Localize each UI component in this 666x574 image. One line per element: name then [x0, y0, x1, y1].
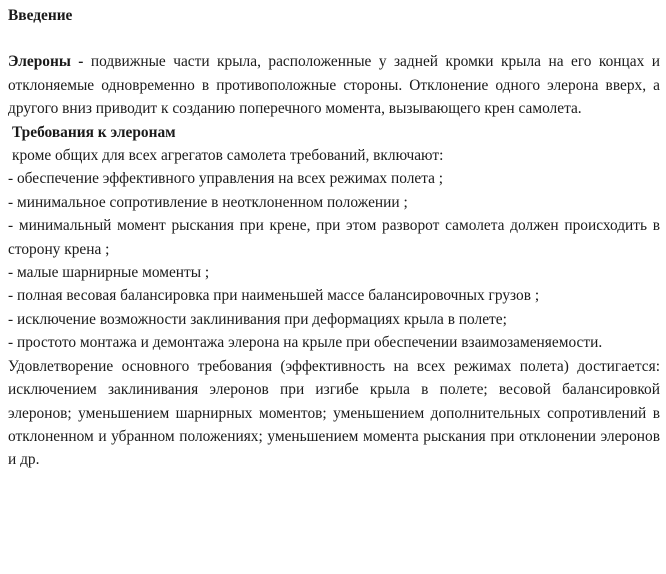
list-item: - минимальный момент рыскания при крене, при этом разворот самолета должен происходить в сторону крена ; [8, 217, 660, 258]
list-item: - минимальное сопротивление в неотклоненном положении ; [8, 193, 408, 211]
requirements-intro: кроме общих для всех агрегатов самолета требований, включают: [12, 147, 444, 165]
conclusion-paragraph: Удовлетворение основного требования (эффективность на всех режимах полета) достигается: исключением заклинивания элеронов при изгибе крыла в полете; весовой балансировкой элеронов; уменьшением шарнирных моментов; уменьшением дополнительных сопротивлений в отклоненном и убранном положениях; уменьшением момента рыскания при отклонении элеронов и др. [8, 357, 660, 469]
spacer [8, 27, 660, 50]
document-body [8, 4, 660, 472]
list-item: - полная весовая балансировка при наименьшей массе балансировочных грузов ; [8, 287, 540, 305]
list-item: - простото монтажа и демонтажа элерона на крыле при обеспечении взаимозаменяемости. [8, 334, 603, 352]
definition-term: Элероны - [8, 53, 84, 71]
requirements-list [8, 167, 660, 354]
section-heading: Введение [8, 7, 73, 24]
list-item: - исключение возможности заклинивания при деформациях крыла в полете; [8, 310, 507, 328]
list-item: - обеспечение эффективного управления на всех режимах полета ; [8, 170, 444, 188]
definition-paragraph [8, 50, 660, 120]
definition-text: подвижные части крыла, расположенные у задней кромки крыла на его концах и отклоняемые одновременно в противоположные стороны. Отклонение одного элерона вверх, а другого вниз приводит к созданию поперечного момента, вызывающего крен самолета. [8, 53, 660, 118]
requirements-heading: Требования к элеронам [12, 123, 176, 141]
list-item: - малые шарнирные моменты ; [8, 264, 210, 282]
